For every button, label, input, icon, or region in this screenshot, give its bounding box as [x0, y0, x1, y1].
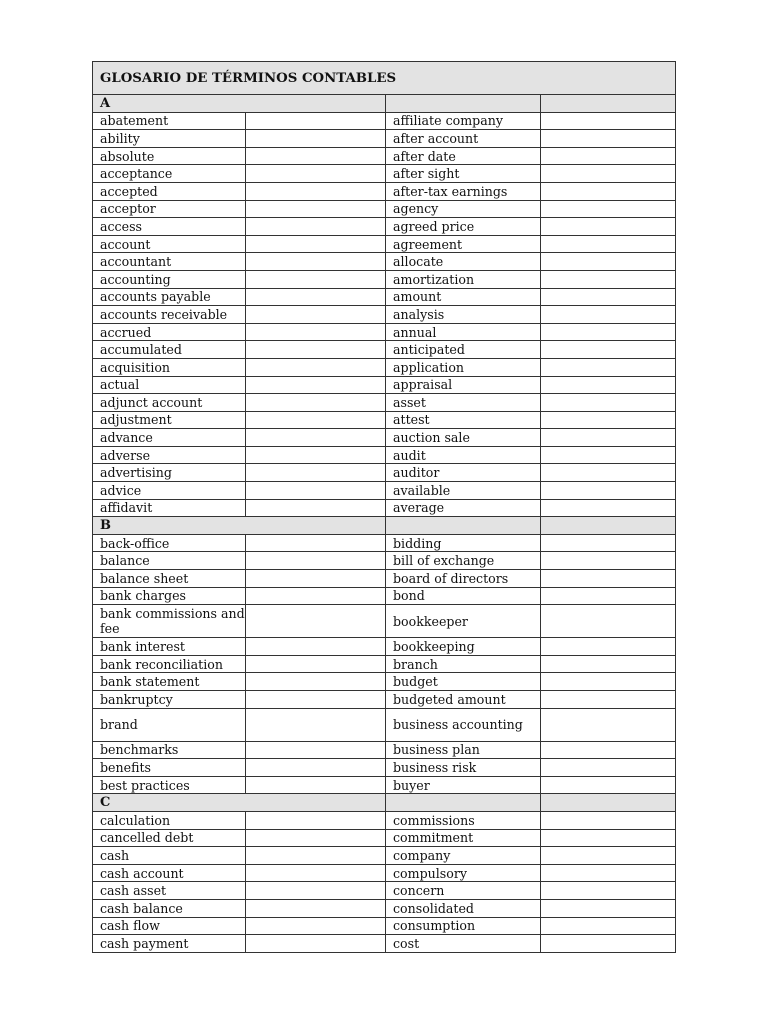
section-header-a [93, 95, 676, 113]
term-cell: acquisition [93, 358, 246, 376]
term-cell: cash asset [93, 882, 246, 900]
translation-cell [541, 358, 676, 376]
translation-cell [541, 182, 676, 200]
translation-cell [541, 691, 676, 709]
translation-cell [246, 341, 386, 359]
term-cell: bidding [386, 534, 541, 552]
translation-cell [541, 917, 676, 935]
term-cell: adjustment [93, 411, 246, 429]
translation-cell [246, 376, 386, 394]
term-row [93, 847, 676, 865]
term-row [93, 882, 676, 900]
translation-cell [541, 165, 676, 183]
term-cell: actual [93, 376, 246, 394]
term-cell: bill of exchange [386, 552, 541, 570]
translation-cell [541, 570, 676, 588]
term-row [93, 691, 676, 709]
translation-cell [246, 253, 386, 271]
term-cell: accumulated [93, 341, 246, 359]
term-cell: accepted [93, 182, 246, 200]
term-row [93, 570, 676, 588]
translation-cell [246, 147, 386, 165]
translation-cell [246, 570, 386, 588]
translation-cell [541, 306, 676, 324]
translation-cell [246, 446, 386, 464]
section-blank-cell [386, 517, 541, 535]
translation-cell [541, 708, 676, 741]
term-cell: branch [386, 655, 541, 673]
term-cell: bankruptcy [93, 691, 246, 709]
term-cell: cost [386, 935, 541, 953]
term-row [93, 288, 676, 306]
term-cell: accounts payable [93, 288, 246, 306]
translation-cell [541, 673, 676, 691]
term-row [93, 464, 676, 482]
translation-cell [541, 394, 676, 412]
section-blank-cell [541, 95, 676, 113]
translation-cell [541, 534, 676, 552]
term-row [93, 708, 676, 741]
translation-cell [246, 708, 386, 741]
term-cell: access [93, 218, 246, 236]
translation-cell [541, 253, 676, 271]
term-row [93, 741, 676, 759]
translation-cell [541, 323, 676, 341]
term-cell: advance [93, 429, 246, 447]
translation-cell [246, 112, 386, 130]
translation-cell [246, 829, 386, 847]
translation-cell [541, 270, 676, 288]
section-blank-cell [541, 794, 676, 812]
term-cell: advertising [93, 464, 246, 482]
translation-cell [541, 847, 676, 865]
term-row [93, 200, 676, 218]
section-blank-cell [541, 517, 676, 535]
term-cell: agreed price [386, 218, 541, 236]
term-cell: consolidated [386, 899, 541, 917]
term-row [93, 673, 676, 691]
translation-cell [246, 673, 386, 691]
term-cell: adverse [93, 446, 246, 464]
translation-cell [541, 605, 676, 638]
term-row [93, 864, 676, 882]
term-row [93, 917, 676, 935]
term-row [93, 147, 676, 165]
translation-cell [246, 638, 386, 656]
term-cell: calculation [93, 811, 246, 829]
translation-cell [246, 482, 386, 500]
translation-cell [246, 358, 386, 376]
translation-cell [246, 270, 386, 288]
term-row [93, 482, 676, 500]
term-cell: budgeted amount [386, 691, 541, 709]
translation-cell [541, 899, 676, 917]
term-cell: attest [386, 411, 541, 429]
term-cell: asset [386, 394, 541, 412]
translation-cell [541, 552, 676, 570]
term-row [93, 605, 676, 638]
term-cell: after date [386, 147, 541, 165]
term-cell: bank commissions and fee [93, 605, 246, 638]
translation-cell [246, 882, 386, 900]
translation-cell [246, 235, 386, 253]
term-row [93, 253, 676, 271]
term-row [93, 218, 676, 236]
term-cell: average [386, 499, 541, 517]
term-cell: accounts receivable [93, 306, 246, 324]
translation-cell [541, 587, 676, 605]
translation-cell [541, 759, 676, 777]
term-cell: after-tax earnings [386, 182, 541, 200]
term-row [93, 829, 676, 847]
section-blank-cell [386, 95, 541, 113]
glossary-table [92, 61, 676, 953]
translation-cell [246, 306, 386, 324]
translation-cell [246, 552, 386, 570]
title-row [93, 62, 676, 95]
translation-cell [246, 587, 386, 605]
section-header-b [93, 517, 676, 535]
term-row [93, 429, 676, 447]
term-cell: appraisal [386, 376, 541, 394]
translation-cell [246, 776, 386, 794]
translation-cell [541, 429, 676, 447]
translation-cell [541, 935, 676, 953]
translation-cell [246, 464, 386, 482]
term-cell: acceptance [93, 165, 246, 183]
translation-cell [541, 655, 676, 673]
term-row [93, 935, 676, 953]
term-cell: application [386, 358, 541, 376]
term-row [93, 394, 676, 412]
term-cell: brand [93, 708, 246, 741]
term-cell: balance [93, 552, 246, 570]
translation-cell [541, 130, 676, 148]
term-cell: available [386, 482, 541, 500]
term-cell: absolute [93, 147, 246, 165]
term-row [93, 655, 676, 673]
term-cell: cash payment [93, 935, 246, 953]
translation-cell [541, 446, 676, 464]
translation-cell [541, 411, 676, 429]
term-cell: bond [386, 587, 541, 605]
term-cell: bank statement [93, 673, 246, 691]
term-cell: best practices [93, 776, 246, 794]
term-cell: after account [386, 130, 541, 148]
term-row [93, 358, 676, 376]
translation-cell [246, 411, 386, 429]
term-row [93, 587, 676, 605]
term-row [93, 323, 676, 341]
term-cell: affiliate company [386, 112, 541, 130]
term-row [93, 534, 676, 552]
term-row [93, 235, 676, 253]
translation-cell [246, 218, 386, 236]
term-cell: concern [386, 882, 541, 900]
term-cell: bank interest [93, 638, 246, 656]
term-cell: cash [93, 847, 246, 865]
term-cell: buyer [386, 776, 541, 794]
translation-cell [541, 864, 676, 882]
translation-cell [541, 482, 676, 500]
term-cell: amount [386, 288, 541, 306]
term-cell: auditor [386, 464, 541, 482]
translation-cell [246, 605, 386, 638]
term-row [93, 411, 676, 429]
term-cell: anticipated [386, 341, 541, 359]
section-letter: A [93, 95, 386, 113]
term-cell: compulsory [386, 864, 541, 882]
translation-cell [541, 147, 676, 165]
term-cell: after sight [386, 165, 541, 183]
term-cell: cash flow [93, 917, 246, 935]
term-row [93, 306, 676, 324]
term-row [93, 552, 676, 570]
term-cell: back-office [93, 534, 246, 552]
term-cell: account [93, 235, 246, 253]
term-row [93, 341, 676, 359]
term-cell: bank charges [93, 587, 246, 605]
translation-cell [246, 534, 386, 552]
term-cell: ability [93, 130, 246, 148]
term-cell: adjunct account [93, 394, 246, 412]
term-row [93, 811, 676, 829]
translation-cell [541, 741, 676, 759]
term-cell: accounting [93, 270, 246, 288]
translation-cell [246, 935, 386, 953]
term-cell: auction sale [386, 429, 541, 447]
term-row [93, 446, 676, 464]
translation-cell [541, 776, 676, 794]
term-cell: affidavit [93, 499, 246, 517]
term-row [93, 638, 676, 656]
term-cell: board of directors [386, 570, 541, 588]
term-cell: balance sheet [93, 570, 246, 588]
term-cell: commitment [386, 829, 541, 847]
translation-cell [541, 829, 676, 847]
translation-cell [541, 499, 676, 517]
translation-cell [541, 341, 676, 359]
translation-cell [246, 182, 386, 200]
translation-cell [246, 200, 386, 218]
translation-cell [541, 288, 676, 306]
term-cell: bookkeeping [386, 638, 541, 656]
term-row [93, 130, 676, 148]
term-cell: business plan [386, 741, 541, 759]
translation-cell [246, 899, 386, 917]
section-blank-cell [386, 794, 541, 812]
glossary-body [93, 62, 676, 953]
term-row [93, 376, 676, 394]
glossary-title: GLOSARIO DE TÉRMINOS CONTABLES [93, 62, 676, 95]
term-cell: company [386, 847, 541, 865]
translation-cell [246, 759, 386, 777]
term-cell: annual [386, 323, 541, 341]
translation-cell [246, 499, 386, 517]
translation-cell [246, 165, 386, 183]
term-row [93, 182, 676, 200]
translation-cell [246, 864, 386, 882]
translation-cell [541, 882, 676, 900]
term-cell: analysis [386, 306, 541, 324]
section-letter: B [93, 517, 386, 535]
translation-cell [246, 429, 386, 447]
term-cell: amortization [386, 270, 541, 288]
section-header-c [93, 794, 676, 812]
term-cell: agreement [386, 235, 541, 253]
term-row [93, 165, 676, 183]
term-cell: accountant [93, 253, 246, 271]
translation-cell [541, 464, 676, 482]
term-row [93, 499, 676, 517]
term-cell: agency [386, 200, 541, 218]
term-cell: advice [93, 482, 246, 500]
translation-cell [541, 235, 676, 253]
term-row [93, 776, 676, 794]
translation-cell [541, 638, 676, 656]
translation-cell [541, 218, 676, 236]
translation-cell [246, 323, 386, 341]
term-row [93, 899, 676, 917]
term-cell: cancelled debt [93, 829, 246, 847]
translation-cell [541, 112, 676, 130]
translation-cell [246, 811, 386, 829]
term-cell: benchmarks [93, 741, 246, 759]
term-cell: audit [386, 446, 541, 464]
translation-cell [246, 917, 386, 935]
section-letter: C [93, 794, 386, 812]
term-cell: acceptor [93, 200, 246, 218]
translation-cell [541, 200, 676, 218]
term-cell: benefits [93, 759, 246, 777]
term-cell: bookkeeper [386, 605, 541, 638]
translation-cell [246, 655, 386, 673]
translation-cell [541, 811, 676, 829]
term-row [93, 112, 676, 130]
translation-cell [246, 394, 386, 412]
term-cell: cash account [93, 864, 246, 882]
term-cell: bank reconciliation [93, 655, 246, 673]
translation-cell [246, 288, 386, 306]
term-cell: cash balance [93, 899, 246, 917]
translation-cell [246, 741, 386, 759]
translation-cell [246, 847, 386, 865]
term-cell: business accounting [386, 708, 541, 741]
term-row [93, 759, 676, 777]
term-cell: business risk [386, 759, 541, 777]
term-cell: accrued [93, 323, 246, 341]
term-cell: budget [386, 673, 541, 691]
term-cell: commissions [386, 811, 541, 829]
translation-cell [541, 376, 676, 394]
term-cell: consumption [386, 917, 541, 935]
term-cell: abatement [93, 112, 246, 130]
term-row [93, 270, 676, 288]
translation-cell [246, 130, 386, 148]
translation-cell [246, 691, 386, 709]
term-cell: allocate [386, 253, 541, 271]
